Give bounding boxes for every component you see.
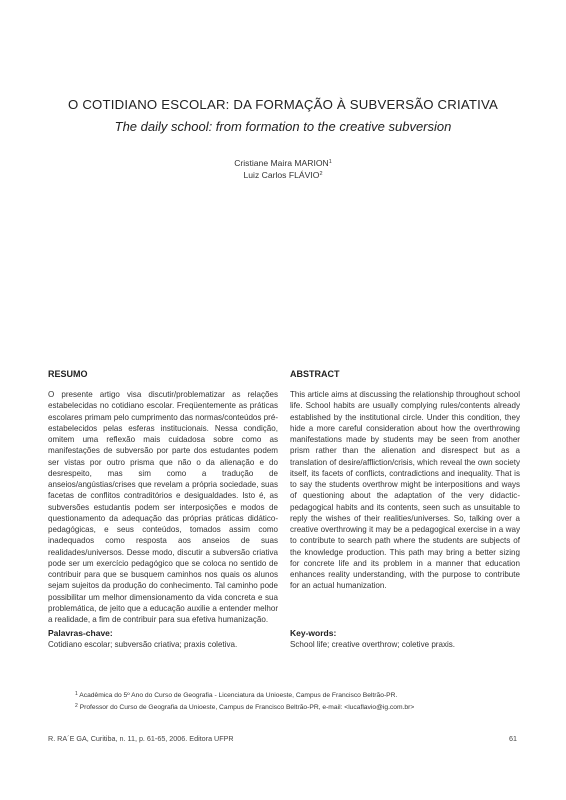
journal-citation: R. RA´E GA, Curitiba, n. 11, p. 61-65, 2006. Editora UFPR xyxy=(48,734,234,743)
resumo-heading: RESUMO xyxy=(48,369,88,379)
keywords-pt xyxy=(48,628,278,650)
footnote-1 xyxy=(75,689,535,701)
footnote-text: Acadêmica do 5º Ano do Curso de Geografia - Licenciatura da Unioeste, Campus de Francisco Beltrão-PR. xyxy=(79,692,398,699)
page-number: 61 xyxy=(509,734,517,743)
footnote-text: Professor do Curso de Geografia da Unioeste, Campus de Francisco Beltrão-PR, e-mail: <lucaflavio@ig.com.br> xyxy=(79,704,415,711)
resumo-text: O presente artigo visa discutir/problematizar as relações estabelecidas no cotidiano escolar. Freqüentemente as práticas escolares primam pelo cumprimento das normas/conteúdos pré-estabelecidos pelas esferas institucionais. Nessa condição, omitem uma reflexão mais cuidadosa sobre como as manifestações de subversão por parte dos estudantes podem ser vistas por outro prisma que não o da alienação e do desrespeito, mas sim como a tradução de anseios/angústias/crises que revelam a própria sociedade, suas facetas de conflitos contraditórios e desigualdades. Isto é, as subversões estudantis podem ser interposições e modos de questionamento da adequação das próprias práticas didático-pedagógicas, e seus conteúdos, tomados assim como inadequados como resposta aos anseios de suas realidades/universos. Desse modo, discutir a subversão criativa pode ser um exercício pedagógico que se coloca no sentido de contribuir para que se busquem caminhos nos quais os alunos sejam sujeitos da produção do conhecimento. Tal caminho pode possibilitar um melhor dimensionamento da vida concreta e sua problemática, de jeito que a educação auxilie a entender melhor a realidade, a fim de contribuir para sua efetiva humanização. xyxy=(48,390,278,624)
article-title: O COTIDIANO ESCOLAR: DA FORMAÇÃO À SUBVERSÃO CRIATIVA xyxy=(68,97,498,112)
author-name: Luiz Carlos FLÁVIO xyxy=(243,170,320,180)
abstract-text: This article aims at discussing the relationship throughout school life. School habits are usually complying rules/contents already established by the institutional circle. Under this condition, they hide a more careful consideration about how the overthrowing manifestations made by students may be seen from another prism rather than the alienation and disrespect but as a translation of desire/affliction/crisis, which reveal the own society itself, its facets of conflicts, contradictions and inequality. That is to say the students overthrow might be interpositions and ways of questioning about the adaptation of the very didactic-pedagogical habits and its contents, seen such as unsuitable to reply the wishes of their realities/universes. So, talking over a creative overthrowing it may be a pedagogical exercise in a way to contribute to search path where the students are subjects of the knowledge production. This path may bring a better sizing for concrete life and its problem in a manner that education enhances reality understanding, with the purpose to contribute for an actual humanization. xyxy=(290,390,520,591)
keywords-pt-heading: Palavras-chave: xyxy=(48,628,113,638)
keywords-en-text: School life; creative overthrow; coletive praxis. xyxy=(290,640,456,649)
abstract-section xyxy=(290,369,520,592)
author-name: Cristiane Maira MARION xyxy=(234,158,329,168)
footnote-2 xyxy=(75,701,535,713)
article-subtitle: The daily school: from formation to the creative subversion xyxy=(114,119,452,134)
keywords-pt-text: Cotidiano escolar; subversão criativa; praxis coletiva. xyxy=(48,640,238,649)
resumo-section xyxy=(48,369,278,625)
author-2 xyxy=(0,169,566,181)
abstract-heading: ABSTRACT xyxy=(290,369,340,379)
footnote-mark: 1 xyxy=(75,691,78,697)
author-list xyxy=(0,157,566,181)
keywords-en-heading: Key-words: xyxy=(290,628,337,638)
author-1 xyxy=(0,157,566,169)
keywords-en xyxy=(290,628,520,650)
footnote-mark: 2 xyxy=(75,703,78,709)
author-footnote-mark: 1 xyxy=(328,159,332,165)
footnotes xyxy=(75,689,535,713)
author-footnote-mark: 2 xyxy=(319,171,323,177)
